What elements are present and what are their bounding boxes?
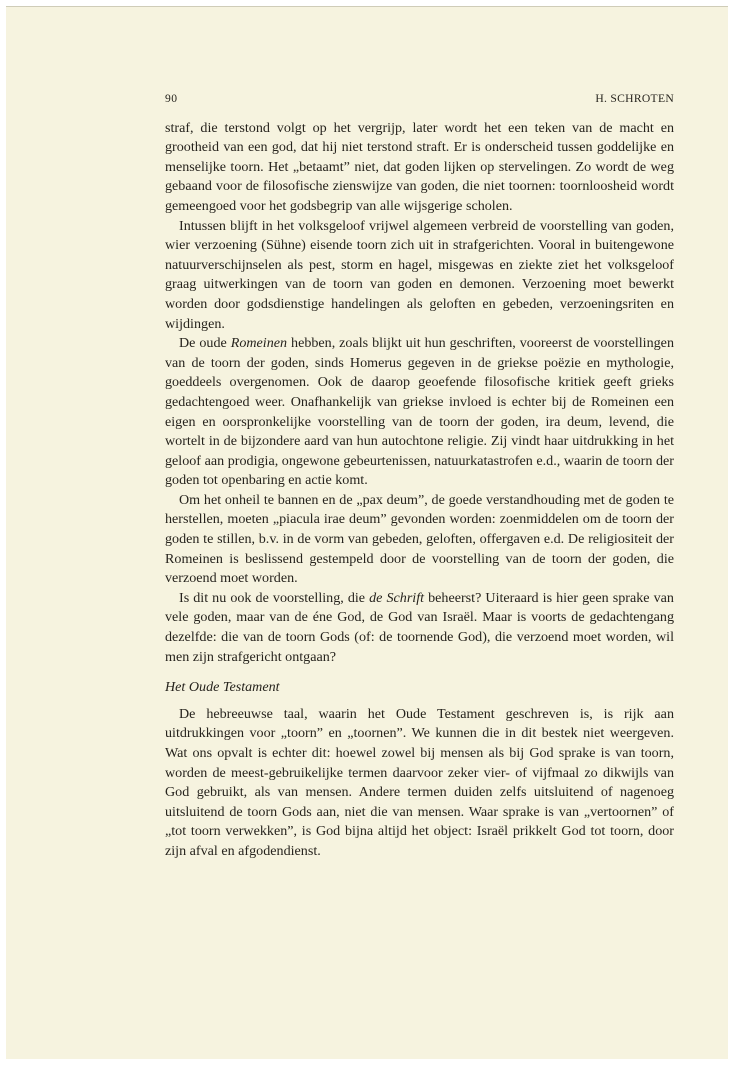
page-sheet (6, 6, 728, 1059)
paragraph-romeinen (165, 334, 674, 491)
paragraph-pax-deum: Om het onheil te bannen en de „pax deum”, de goede verstandhouding met de goden te herstellen, moeten „piacula irae deum” gevonden worden: zoenmiddelen om de toorn der goden te stillen, b.v. in de vorm van gebeden, geloften, offergaven e.d. De religiositeit der Romeinen is beslissend gestempeld door de voorstelling van de toorn der goden, die verzoend moet worden. (165, 491, 674, 587)
paragraph-oude-testament: De hebreeuwse taal, waarin het Oude Testament geschreven is, is rijk aan uitdrukkingen voor „toorn” en „toornen”. We kunnen die in dit bestek niet weergeven. Wat ons opvalt is echter dit: hoewel zowel bij mensen als bij God sprake is van toorn, worden de meest-gebruikelijke termen daarvoor zeker vier- of vijfmaal zo dikwijls van God gebruikt, als van mensen. Andere termen duiden zelfs uitsluitend of nagenoeg uitsluitend de toorn Gods aan, niet die van mensen. Waar sprake is van „vertoornen” of „tot toorn verwekken”, is God bijna altijd het object: Israël prikkelt God tot toorn, door zijn afval en afgodendienst. (165, 705, 674, 859)
page-number: 90 (165, 92, 178, 105)
paragraph-volksgeloof: Intussen blijft in het volksgeloof vrijwel algemeen verbreid de voorstelling van goden, wier verzoening (Sühne) eisende toorn zich uit in strafgerichten. Vooral in buitengewone natuurverschijnselen als pest, storm en hagel, misgewas en ziekte ziet het volksgeloof graag uitwerkingen van de toorn van goden en demonen. Verzoening moet bewerkt worden door godsdienstige handelingen als geloften en gebeden, verzoeningsriten en wijdingen. (165, 217, 674, 332)
paragraph-lead: De oude (179, 335, 231, 352)
paragraph-body: beheerst? Uiteraard is hier geen sprake van vele goden, maar van de éne God, de God van Israël. Maar is voorts de gedachtengang dezelfde: die van de toorn Gods (of: de toornende God), die verzoend moet worden, wil men zijn strafgericht ontgaan? (165, 589, 674, 665)
paragraph-schrift (165, 589, 674, 667)
paragraph-body: hebben, zoals blijkt uit hun geschriften, vooreerst de voorstellingen van de toorn der goden, sinds Homerus gegeven in de griekse poëzie en mythologie, goeddeels overgenomen. Ook de daarop geoefende filosofische kritiek geeft grieks gedachtengoed weer. Onafhankelijk van griekse invloed is echter bij de Romeinen een eigen en oorspronkelijke voorstelling van de toorn der goden, ira deum, levend, die wortelt in de bijzondere aard van hun autochtone religie. Zij vindt haar uitdrukking in het geloof aan prodigia, ongewone gebeurtenissen, natuurkatastrofen e.d., waarin de toorn der goden tot openbaring en actie komt. (165, 335, 674, 489)
page-content (165, 89, 674, 862)
emphasis-romeinen: Romeinen (230, 335, 288, 352)
section-heading: Het Oude Testament (165, 679, 280, 696)
running-head-author: H. SCHROTEN (595, 92, 674, 105)
paragraph-lead: Is dit nu ook de voorstelling, die (179, 589, 370, 606)
emphasis-schrift: de Schrift (369, 589, 425, 606)
running-header (165, 89, 674, 109)
paragraph-continuation: straf, die terstond volgt op het vergrijp, later wordt het een teken van de macht en grootheid van een god, dat hij niet terstond straft. Er is onderscheid tussen goddelijke en menselijke toorn. Het „betaamt” niet, dat goden lijken op stervelingen. Zo wordt de weg gebaand voor de filosofische zienswijze van goden, die niet toornen: toornloosheid wordt gemeengoed voor het godsbegrip van alle wijsgerige scholen. (165, 119, 674, 214)
